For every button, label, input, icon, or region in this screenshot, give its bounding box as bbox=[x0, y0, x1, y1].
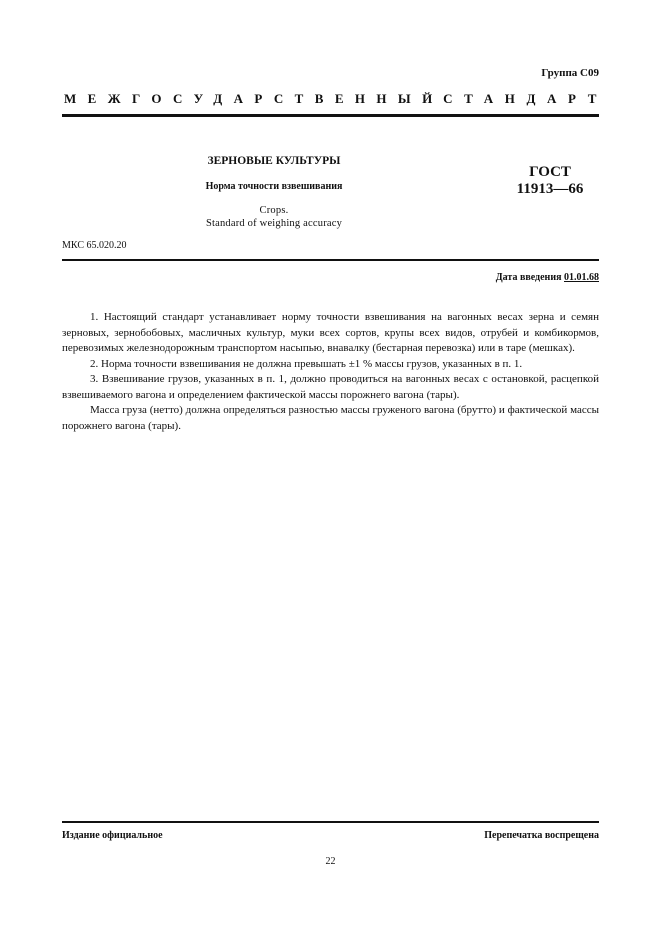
paragraph-2: 2. Норма точности взвешивания не должна превышать ±1 % массы грузов, указанных в п. 1. bbox=[90, 357, 523, 370]
introduction-date bbox=[496, 272, 599, 283]
mks-code: МКС 65.020.20 bbox=[62, 240, 127, 251]
document-subtitle: Норма точности взвешивания bbox=[205, 181, 343, 192]
standard-type-word-1: МЕЖГОСУДАРСТВЕННЫЙ bbox=[64, 91, 444, 106]
english-title-line-2: Standard of weighing accuracy bbox=[205, 218, 343, 229]
introduction-date-label: Дата введения bbox=[495, 272, 562, 283]
top-rule bbox=[62, 114, 599, 117]
page-number: 22 bbox=[325, 856, 336, 867]
official-edition-note: Издание официальное bbox=[62, 830, 163, 841]
paragraph-1: 1. Настоящий стандарт устанавливает норму точности взвешивания на вагонных весах зерна и семян зерновых, зернобобовых, масличных культур, муки всех сортов, крупы всех видов, отрубей и комбикормов, перевозимых железнодорожным транспортом насыпью, внавалку (бестарная перевозка) или в таре (мешках). bbox=[62, 311, 599, 354]
paragraph-3: 3. Взвешивание грузов, указанных в п. 1, должно проводиться на вагонных весах с остановкой, расцепкой взвешиваемого вагона и определением фактической массы порожнего вагона (тары). bbox=[62, 373, 599, 401]
english-title-line-1: Crops. bbox=[259, 205, 289, 216]
gost-designation bbox=[480, 164, 620, 198]
document-title: ЗЕРНОВЫЕ КУЛЬТУРЫ bbox=[207, 155, 341, 167]
standard-type-word-2: СТАНДАРТ bbox=[443, 91, 608, 106]
gost-number: 11913—66 bbox=[516, 181, 584, 197]
bottom-rule bbox=[62, 821, 599, 823]
introduction-date-value: 01.01.68 bbox=[564, 272, 599, 283]
group-label: Группа С09 bbox=[541, 67, 599, 79]
gost-label: ГОСТ bbox=[529, 164, 571, 180]
reprint-prohibited-note: Перепечатка воспрещена bbox=[484, 830, 599, 841]
english-title bbox=[140, 204, 408, 230]
document-body bbox=[62, 310, 599, 434]
middle-rule bbox=[62, 259, 599, 261]
paragraph-4: Масса груза (нетто) должна определяться разностью массы груженого вагона (брутто) и фактической массы порожнего вагона (тары). bbox=[62, 404, 599, 432]
